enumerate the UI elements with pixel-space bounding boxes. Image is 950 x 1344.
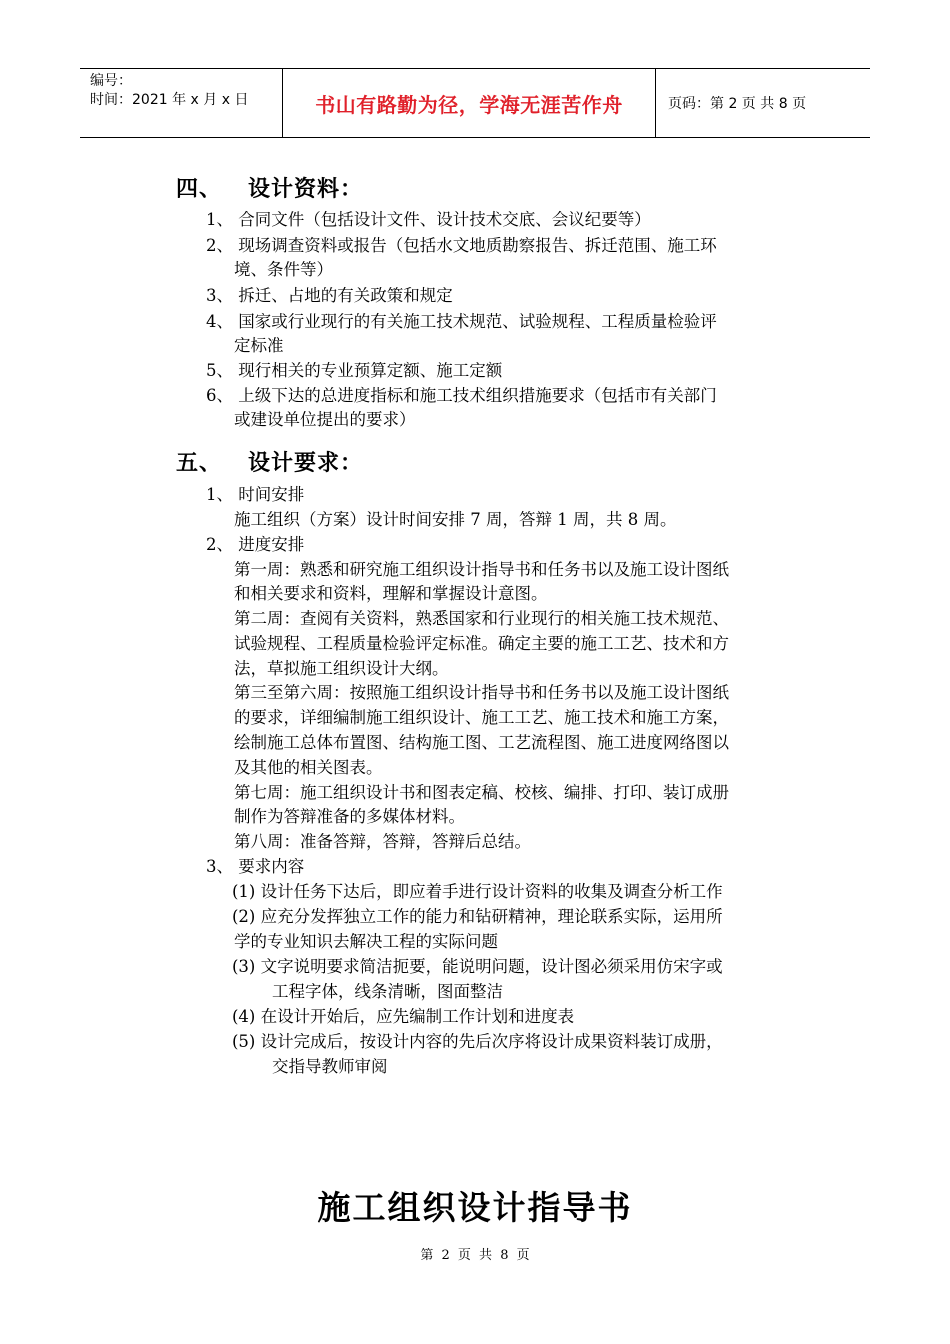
- document-title: 施工组织设计指导书: [317, 1188, 633, 1227]
- paragraph-line: 施工组织（方案）设计时间安排 7 周，答辩 1 周，共 8 周。: [234, 510, 677, 529]
- paragraph-line: 试验规程、工程质量检验评定标准。确定主要的施工工艺、技术和方: [234, 634, 729, 653]
- list-item: 4、 国家或行业现行的有关施工技术规范、试验规程、工程质量检验评: [206, 312, 717, 331]
- paragraph-line: 第二周：查阅有关资料，熟悉国家和行业现行的相关施工技术规范、: [234, 609, 729, 628]
- paragraph-line: 绘制施工总体布置图、结构施工图、工艺流程图、施工进度网络图以: [234, 733, 729, 752]
- page-footer: 第 2 页 共 8 页: [420, 1248, 530, 1263]
- paragraph-line: 第三至第六周：按照施工组织设计指导书和任务书以及施工设计图纸: [234, 683, 729, 702]
- header-meta: [80, 69, 283, 137]
- list-item-cont: 境、条件等）: [234, 260, 333, 279]
- section-5-number: 五、: [176, 451, 223, 476]
- section-4-heading: [176, 172, 363, 203]
- section-4-number: 四、: [176, 177, 223, 202]
- section-5-heading: [176, 446, 363, 477]
- date-label: 时间：2021 年 x 月 x 日: [90, 92, 249, 108]
- list-item: 6、 上级下达的总进度指标和施工技术组织措施要求（包括市有关部门: [206, 386, 717, 405]
- page-header: [80, 68, 870, 138]
- list-item: 3、 拆迁、占地的有关政策和规定: [206, 286, 453, 305]
- paragraph-line: 制作为答辩准备的多媒体材料。: [234, 807, 465, 826]
- list-item: 1、 合同文件（包括设计文件、设计技术交底、会议纪要等）: [206, 210, 651, 229]
- requirement-item-cont: 工程字体，线条清晰，图面整洁: [272, 982, 503, 1001]
- requirement-item-cont: 交指导教师审阅: [272, 1057, 388, 1076]
- section-5-title: 设计要求：: [248, 451, 364, 476]
- requirement-item: (2) 应充分发挥独立工作的能力和钻研精神，理论联系实际，运用所: [232, 907, 723, 926]
- list-item: 5、 现行相关的专业预算定额、施工定额: [206, 361, 503, 380]
- requirement-item-cont: 学的专业知识去解决工程的实际问题: [234, 932, 498, 951]
- list-item: 3、 要求内容: [206, 857, 305, 876]
- paragraph-line: 第一周：熟悉和研究施工组织设计指导书和任务书以及施工设计图纸: [234, 560, 729, 579]
- requirement-item: (3) 文字说明要求简洁扼要，能说明问题，设计图必须采用仿宋字或: [232, 957, 723, 976]
- paragraph-line: 和相关要求和资料，理解和掌握设计意图。: [234, 584, 548, 603]
- page-indicator: 页码：第 2 页 共 8 页: [668, 96, 807, 112]
- section-4-title: 设计资料：: [248, 177, 364, 202]
- paragraph-line: 的要求，详细编制施工组织设计、施工工艺、施工技术和施工方案，: [234, 708, 729, 727]
- motto: 书山有路勤为径，学海无涯苦作舟: [283, 69, 656, 137]
- list-item-cont: 定标准: [234, 336, 284, 355]
- requirement-item: (4) 在设计开始后，应先编制工作计划和进度表: [232, 1007, 575, 1026]
- paragraph-line: 第七周：施工组织设计书和图表定稿、校核、编排、打印、装订成册: [234, 783, 729, 802]
- list-item: 2、 现场调查资料或报告（包括水文地质勘察报告、拆迁范围、施工环: [206, 236, 717, 255]
- requirement-item: (5) 设计完成后，按设计内容的先后次序将设计成果资料装订成册，: [232, 1032, 723, 1051]
- paragraph-line: 第八周：准备答辩，答辩，答辩后总结。: [234, 832, 531, 851]
- paragraph-line: 法，草拟施工组织设计大纲。: [234, 659, 449, 678]
- list-item: 1、 时间安排: [206, 485, 305, 504]
- number-label: 编号：: [90, 73, 132, 89]
- paragraph-line: 及其他的相关图表。: [234, 758, 383, 777]
- requirement-item: (1) 设计任务下达后，即应着手进行设计资料的收集及调查分析工作: [232, 882, 723, 901]
- list-item-cont: 或建设单位提出的要求）: [234, 410, 416, 429]
- list-item: 2、 进度安排: [206, 535, 305, 554]
